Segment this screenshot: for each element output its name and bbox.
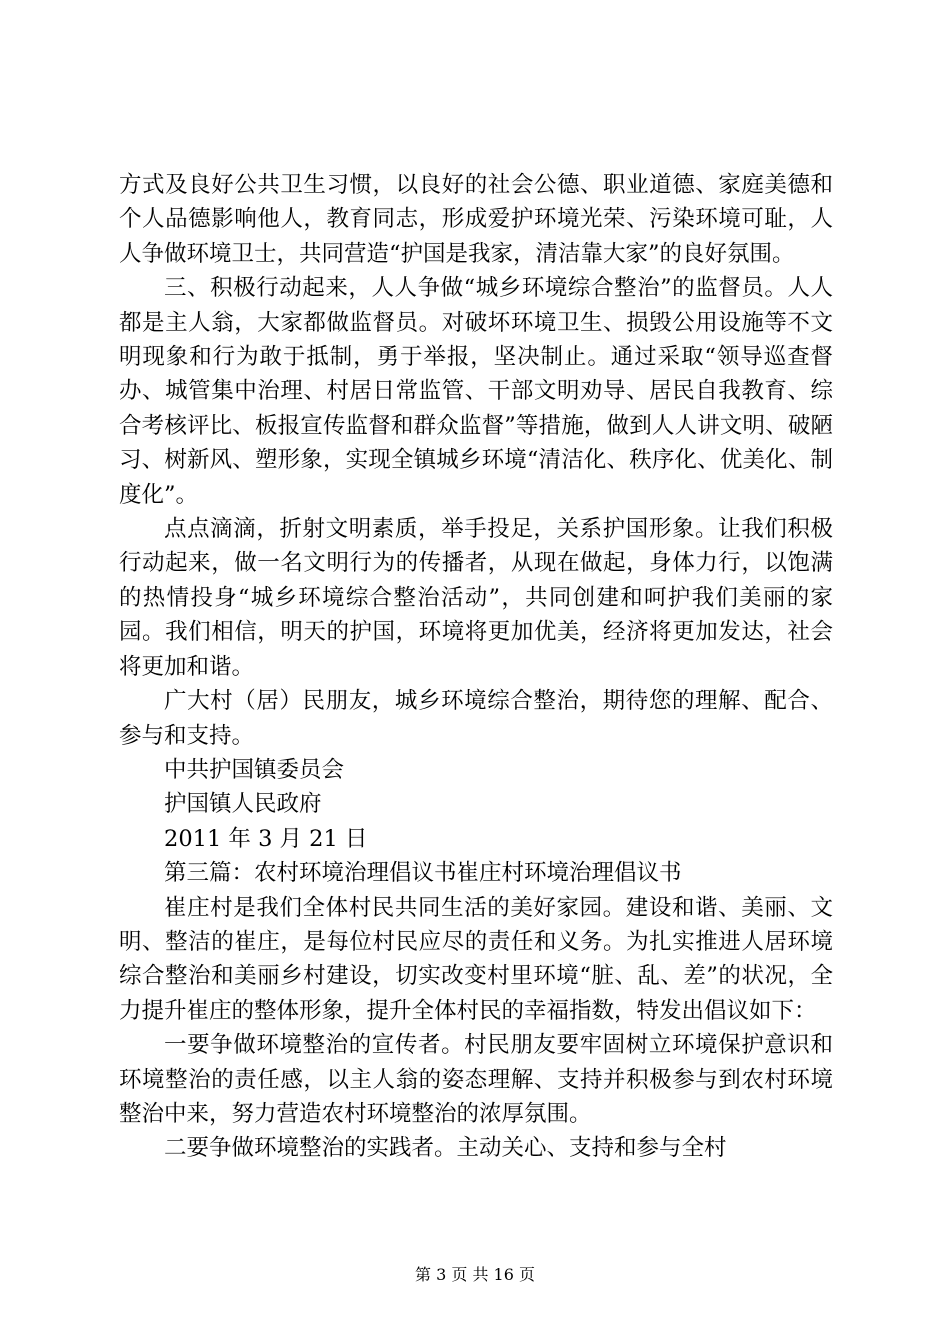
paragraph-1: 方式及良好公共卫生习惯，以良好的社会公德、职业道德、家庭美德和个人品德影响他人，教育同志，形成爱护环境光荣、污染环境可耻，人人争做环境卫士，共同营造“护国是我家，清洁靠大家”的良好氛围。 <box>119 172 833 267</box>
paragraph-intro: 崔庄村是我们全体村民共同生活的美好家园。建设和谐、美丽、文明、整洁的崔庄，是每位村民应尽的责任和义务。为扎实推进人居环境综合整治和美丽乡村建设，切实改变村里环境“脏、乱、差”的状况，全力提升崔庄的整体形象，提升全体村民的幸福指数，特发出倡议如下： <box>119 894 833 1024</box>
paragraph-2: 三、积极行动起来，人人争做“城乡环境综合整治”的监督员。人人都是主人翁，大家都做监督员。对破坏环境卫生、损毁公用设施等不文明现象和行为敢于抵制，勇于举报，坚决制止。通过采取“领导巡查督办、城管集中治理、村居日常监管、干部文明劝导、居民自我教育、综合考核评比、板报宣传监督和群众监督”等措施，做到人人讲文明、破陋习、树新风、塑形象，实现全镇城乡环境“清洁化、秩序化、优美化、制度化”。 <box>119 275 833 508</box>
signature-government: 护国镇人民政府 <box>164 791 322 818</box>
paragraph-3: 点点滴滴，折射文明素质，举手投足，关系护国形象。让我们积极行动起来，做一名文明行为的传播者，从现在做起，身体力行，以饱满的热情投身“城乡环境综合整治活动”，共同创建和呵护我们美丽的家园。我们相信，明天的护国，环境将更加优美，经济将更加发达，社会将更加和谐。 <box>119 516 833 680</box>
paragraph-item-2: 二要争做环境整治的实践者。主动关心、支持和参与全村 <box>164 1135 727 1162</box>
paragraph-4: 广大村（居）民朋友，城乡环境综合整治，期待您的理解、配合、参与和支持。 <box>119 688 833 749</box>
paragraph-item-1: 一要争做环境整治的宣传者。村民朋友要牢固树立环境保护意识和环境整治的责任感，以主人翁的姿态理解、支持并积极参与到农村环境整治中来，努力营造农村环境整治的浓厚氛围。 <box>119 1032 833 1127</box>
signature-party-committee: 中共护国镇委员会 <box>164 756 345 783</box>
page-footer: 第 3 页 共 16 页 <box>415 1265 535 1284</box>
section-heading: 第三篇：农村环境治理倡议书崔庄村环境治理倡议书 <box>164 860 682 887</box>
document-body <box>119 168 833 1166</box>
signature-date: 2011 年 3 月 21 日 <box>164 825 368 852</box>
